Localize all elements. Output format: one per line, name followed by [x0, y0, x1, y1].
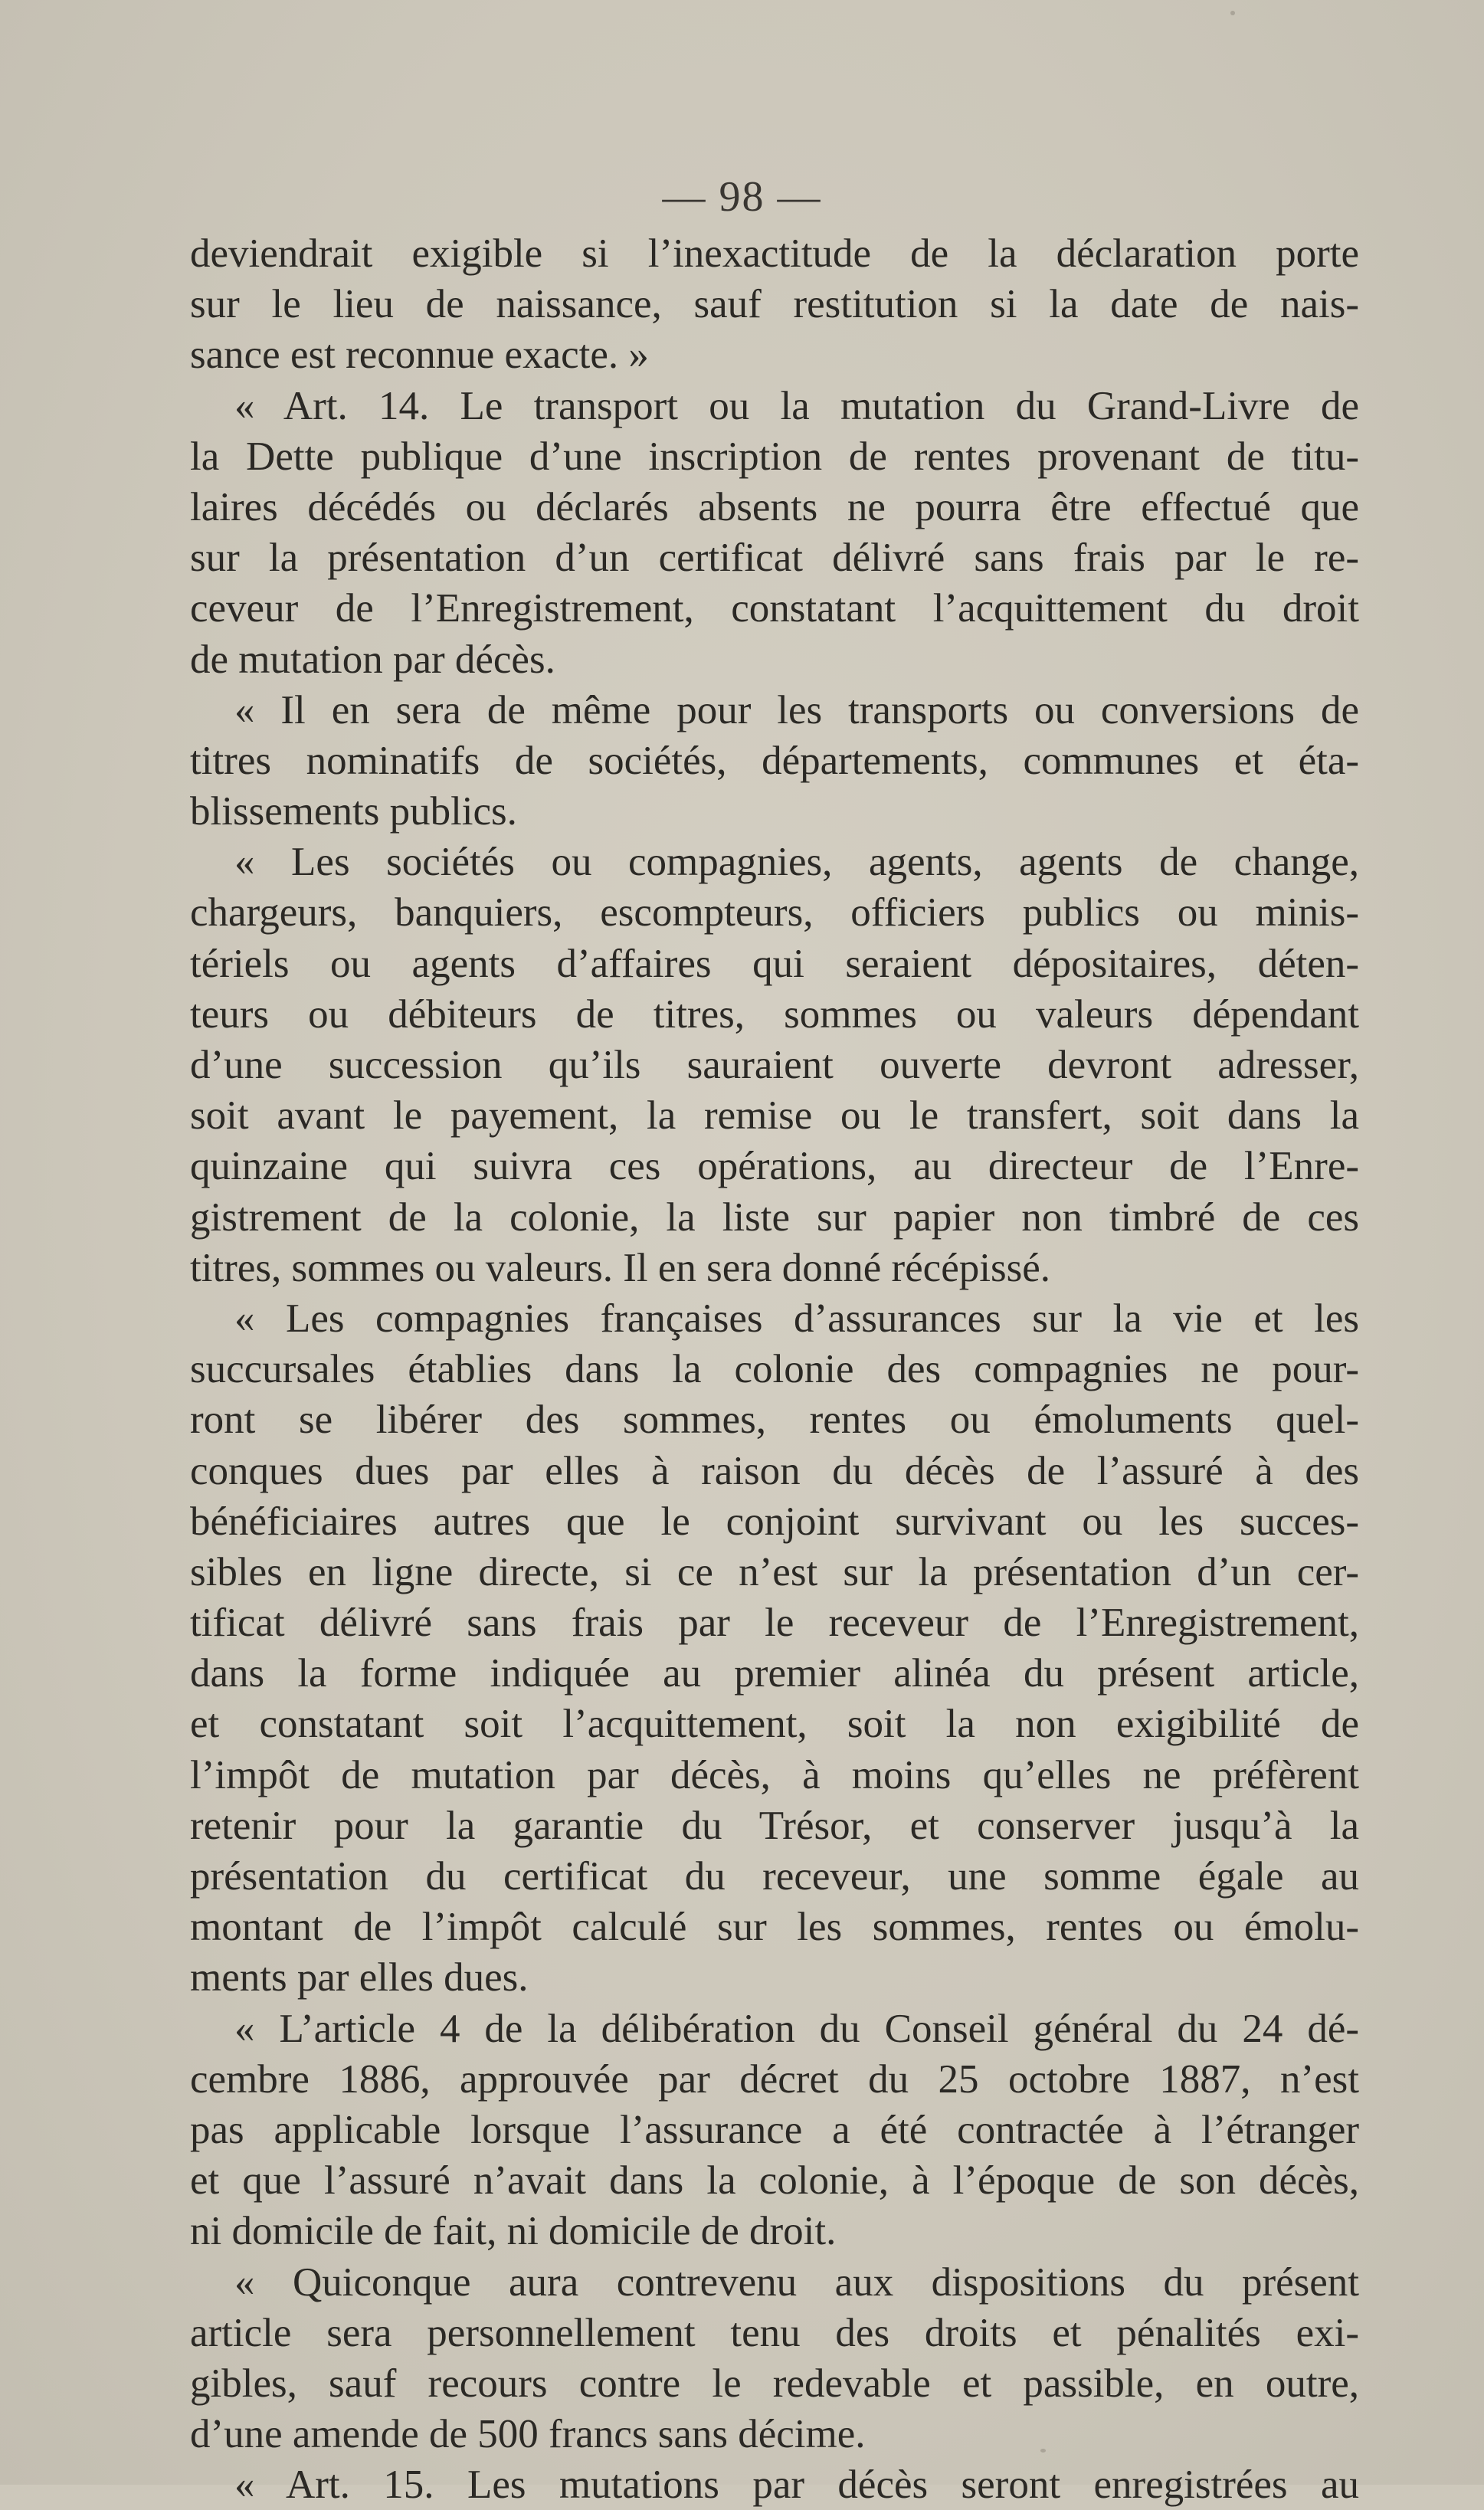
text-line: dans la forme indiquée au premier alinéa du présent article,: [190, 1651, 1359, 1696]
text-line: soit avant le payement, la remise ou le transfert, soit dans la: [190, 1093, 1359, 1139]
text-line: article sera personnellement tenu des droits et pénalités exi-: [190, 2310, 1359, 2355]
text-line: d’une amende de 500 francs sans décime.: [190, 2412, 866, 2457]
text-line: ront se libérer des sommes, rentes ou émoluments quel-: [190, 1398, 1359, 1443]
text-line: gistrement de la colonie, la liste sur papier non timbré de ces: [190, 1194, 1359, 1240]
text-line: blissements publics.: [190, 789, 517, 834]
text-line: ments par elles dues.: [190, 1955, 529, 2000]
text-line: succursales établies dans la colonie des compagnies ne pour-: [190, 1347, 1359, 1392]
text-line: sibles en ligne directe, si ce n’est sur la présentation d’un cer-: [190, 1549, 1359, 1594]
text-line: d’une succession qu’ils sauraient ouverte devront adresser,: [190, 1043, 1359, 1087]
text-line: « Il en sera de même pour les transports ou conversions de: [234, 687, 1359, 732]
text-line: cembre 1886, approuvée par décret du 25 octobre 1887, n’est: [190, 2056, 1359, 2102]
text-line: et que l’assuré n’avait dans la colonie, à l’époque de son décès,: [190, 2158, 1359, 2204]
text-line: et constatant soit l’acquittement, soit la non exigibilité de: [190, 1702, 1359, 1747]
text-line: de mutation par décès.: [190, 637, 555, 682]
text-line: sance est reconnue exacte. »: [190, 333, 649, 378]
text-line: gibles, sauf recours contre le redevable et passible, en outre,: [190, 2361, 1359, 2406]
text-line: l’impôt de mutation par décès, à moins qu’elles ne préfèrent: [190, 1752, 1359, 1797]
text-line: montant de l’impôt calculé sur les sommes, rentes ou émolu-: [190, 1905, 1359, 1950]
text-line: sur la présentation d’un certificat délivré sans frais par le re-: [190, 536, 1359, 581]
text-line: « Les compagnies françaises d’assurances sur la vie et les: [234, 1296, 1359, 1341]
text-line: la Dette publique d’une inscription de rentes provenant de titu-: [190, 434, 1359, 479]
text-line: bénéficiaires autres que le conjoint survivant ou les succes-: [190, 1499, 1359, 1544]
page-number: — 98 —: [662, 173, 822, 221]
text-line: « Art. 14. Le transport ou la mutation du Grand-Livre de: [234, 383, 1359, 428]
text-line: présentation du certificat du receveur, une somme égale au: [190, 1854, 1359, 1899]
text-line: tériels ou agents d’affaires qui seraient dépositaires, déten-: [190, 941, 1359, 986]
text-line: ni domicile de fait, ni domicile de droit.: [190, 2209, 837, 2254]
paper-speck: [1230, 11, 1235, 15]
text-line: conques dues par elles à raison du décès de l’assuré à des: [190, 1448, 1359, 1493]
text-line: titres nominatifs de sociétés, départements, communes et éta-: [190, 738, 1359, 783]
paper-speck: [1040, 2449, 1046, 2453]
text-line: « Les sociétés ou compagnies, agents, agents de change,: [234, 840, 1359, 885]
text-line: retenir pour la garantie du Trésor, et conserver jusqu’à la: [190, 1803, 1359, 1848]
text-line: deviendrait exigible si l’inexactitude de la déclaration porte: [190, 231, 1359, 276]
text-line: « Quiconque aura contrevenu aux dispositions du présent: [234, 2259, 1359, 2305]
text-line: ceveur de l’Enregistrement, constatant l’acquittement du droit: [190, 586, 1359, 631]
text-line: titres, sommes ou valeurs. Il en sera donné récépissé.: [190, 1245, 1050, 1290]
text-line: « L’article 4 de la délibération du Conseil général du 24 dé-: [234, 2006, 1359, 2051]
text-line: teurs ou débiteurs de titres, sommes ou valeurs dépendant: [190, 991, 1359, 1037]
text-line: laires décédés ou déclarés absents ne pourra être effectué que: [190, 484, 1359, 529]
text-line: pas applicable lorsque l’assurance a été contractée à l’étranger: [190, 2107, 1359, 2152]
text-line: « Art. 15. Les mutations par décès seront enregistrées au: [234, 2462, 1359, 2508]
text-line: tificat délivré sans frais par le receveur de l’Enregistrement,: [190, 1601, 1359, 1646]
text-line: chargeurs, banquiers, escompteurs, officiers publics ou minis-: [190, 890, 1359, 936]
body-text: [190, 228, 1359, 2510]
text-line: sur le lieu de naissance, sauf restitution si la date de nais-: [190, 282, 1359, 327]
text-line: quinzaine qui suivra ces opérations, au directeur de l’Enre-: [190, 1144, 1359, 1189]
